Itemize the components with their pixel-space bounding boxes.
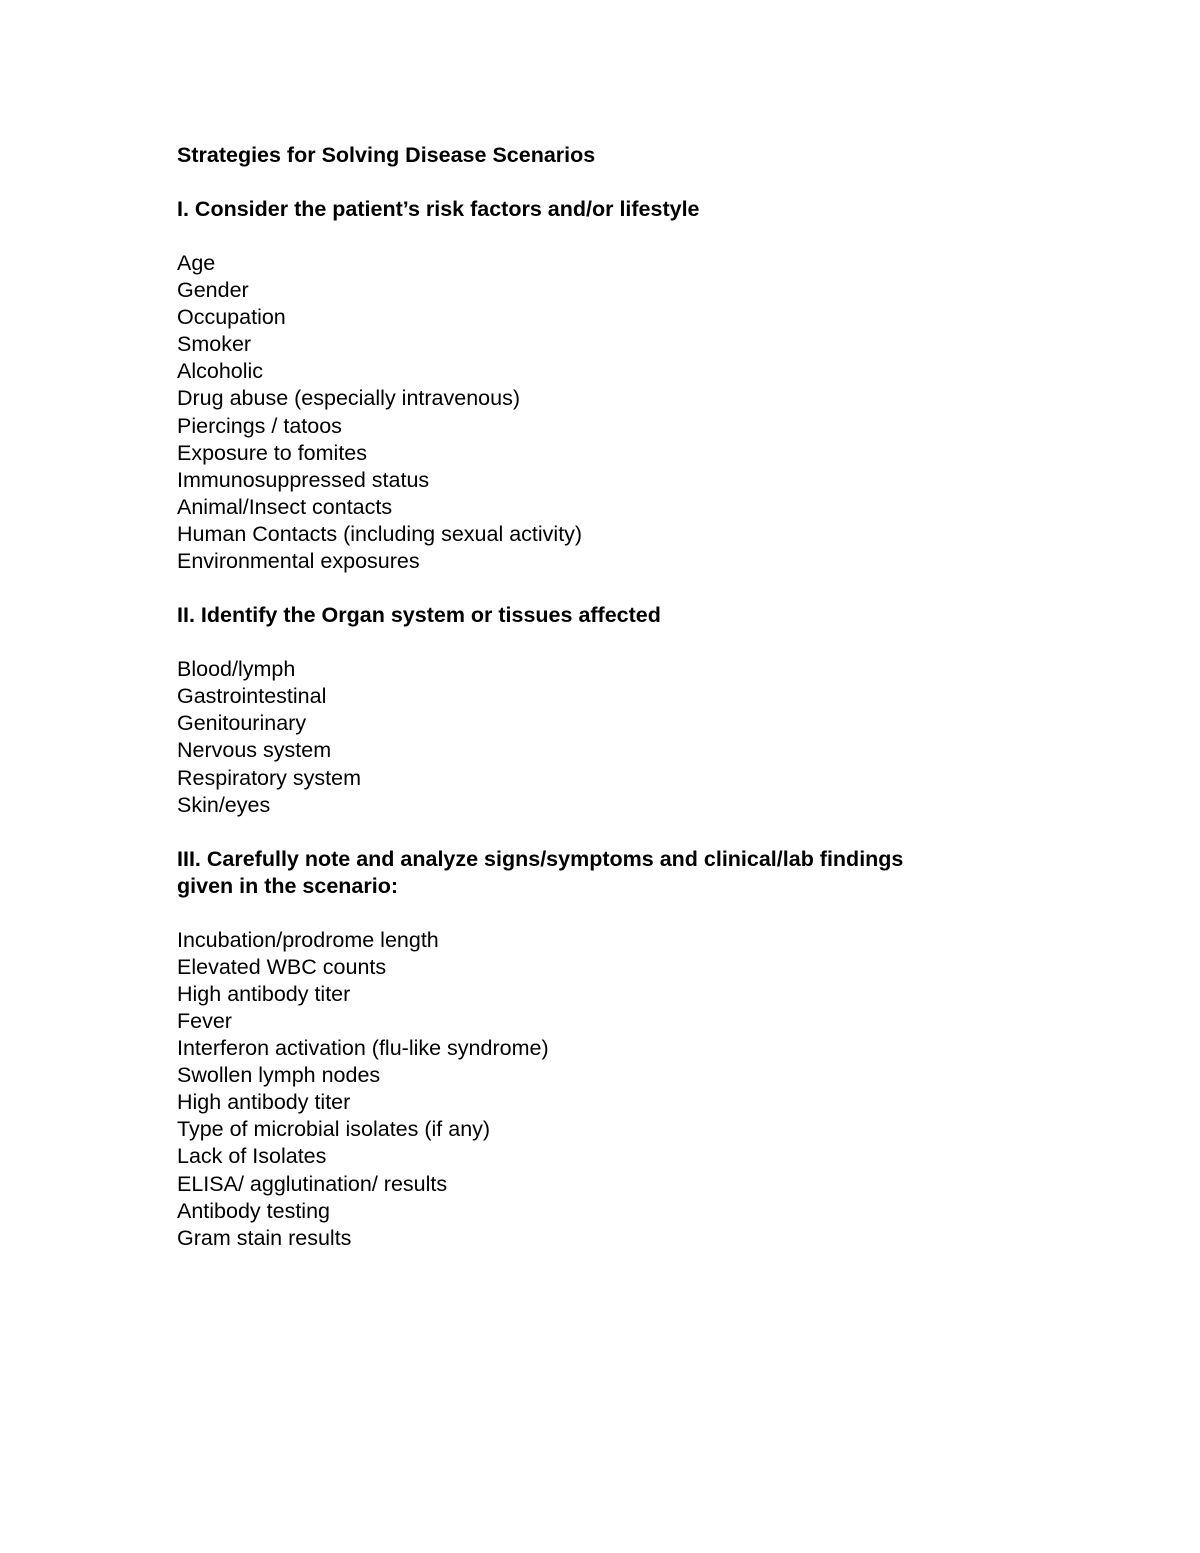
list-item: Respiratory system [177,765,361,790]
list-item: Swollen lymph nodes [177,1063,381,1088]
list-item: Immunosuppressed status [177,467,430,492]
list-item: Antibody testing [177,1198,330,1223]
list-item: Age [177,251,216,275]
list-item: Lack of Isolates [177,1144,327,1169]
list-item: Interferon activation (flu-like syndrome) [177,1036,549,1061]
section-1-list [177,250,997,575]
list-item: Fever [177,1008,232,1033]
section-2-heading: II. Identify the Organ system or tissues affected [177,603,661,628]
section-1-heading: I. Consider the patient’s risk factors and/or lifestyle [177,197,700,221]
section-3-heading [177,846,997,900]
list-item: Incubation/prodrome length [177,927,439,952]
list-item: Blood/lymph [177,657,296,682]
list-item: Human Contacts (including sexual activity) [177,521,583,546]
list-item: Elevated WBC counts [177,954,387,979]
list-item: Gastrointestinal [177,684,327,709]
list-item: High antibody titer [177,1090,351,1115]
section-3-heading-line-1: III. Carefully note and analyze signs/symptoms and clinical/lab findings [177,846,904,871]
section-3-heading-line-2: given in the scenario: [177,873,399,898]
document-title: Strategies for Solving Disease Scenarios [177,143,596,167]
list-item: Genitourinary [177,711,307,736]
list-item: Drug abuse (especially intravenous) [177,386,520,411]
list-item: Environmental exposures [177,549,420,574]
list-item: ELISA/ agglutination/ results [177,1171,448,1196]
list-item: Animal/Insect contacts [177,494,393,519]
section-2-list [177,656,997,819]
list-item: Gram stain results [177,1225,352,1250]
list-item: High antibody titer [177,981,351,1006]
document-page [177,142,997,1279]
list-item: Nervous system [177,738,332,763]
list-item: Type of microbial isolates (if any) [177,1117,491,1142]
list-item: Gender [177,278,249,303]
list-item: Skin/eyes [177,792,271,817]
list-item: Piercings / tatoos [177,413,342,438]
list-item: Occupation [177,305,286,330]
list-item: Smoker [177,332,252,357]
list-item: Alcoholic [177,359,264,384]
list-item: Exposure to fomites [177,440,368,465]
section-3-list [177,927,997,1252]
